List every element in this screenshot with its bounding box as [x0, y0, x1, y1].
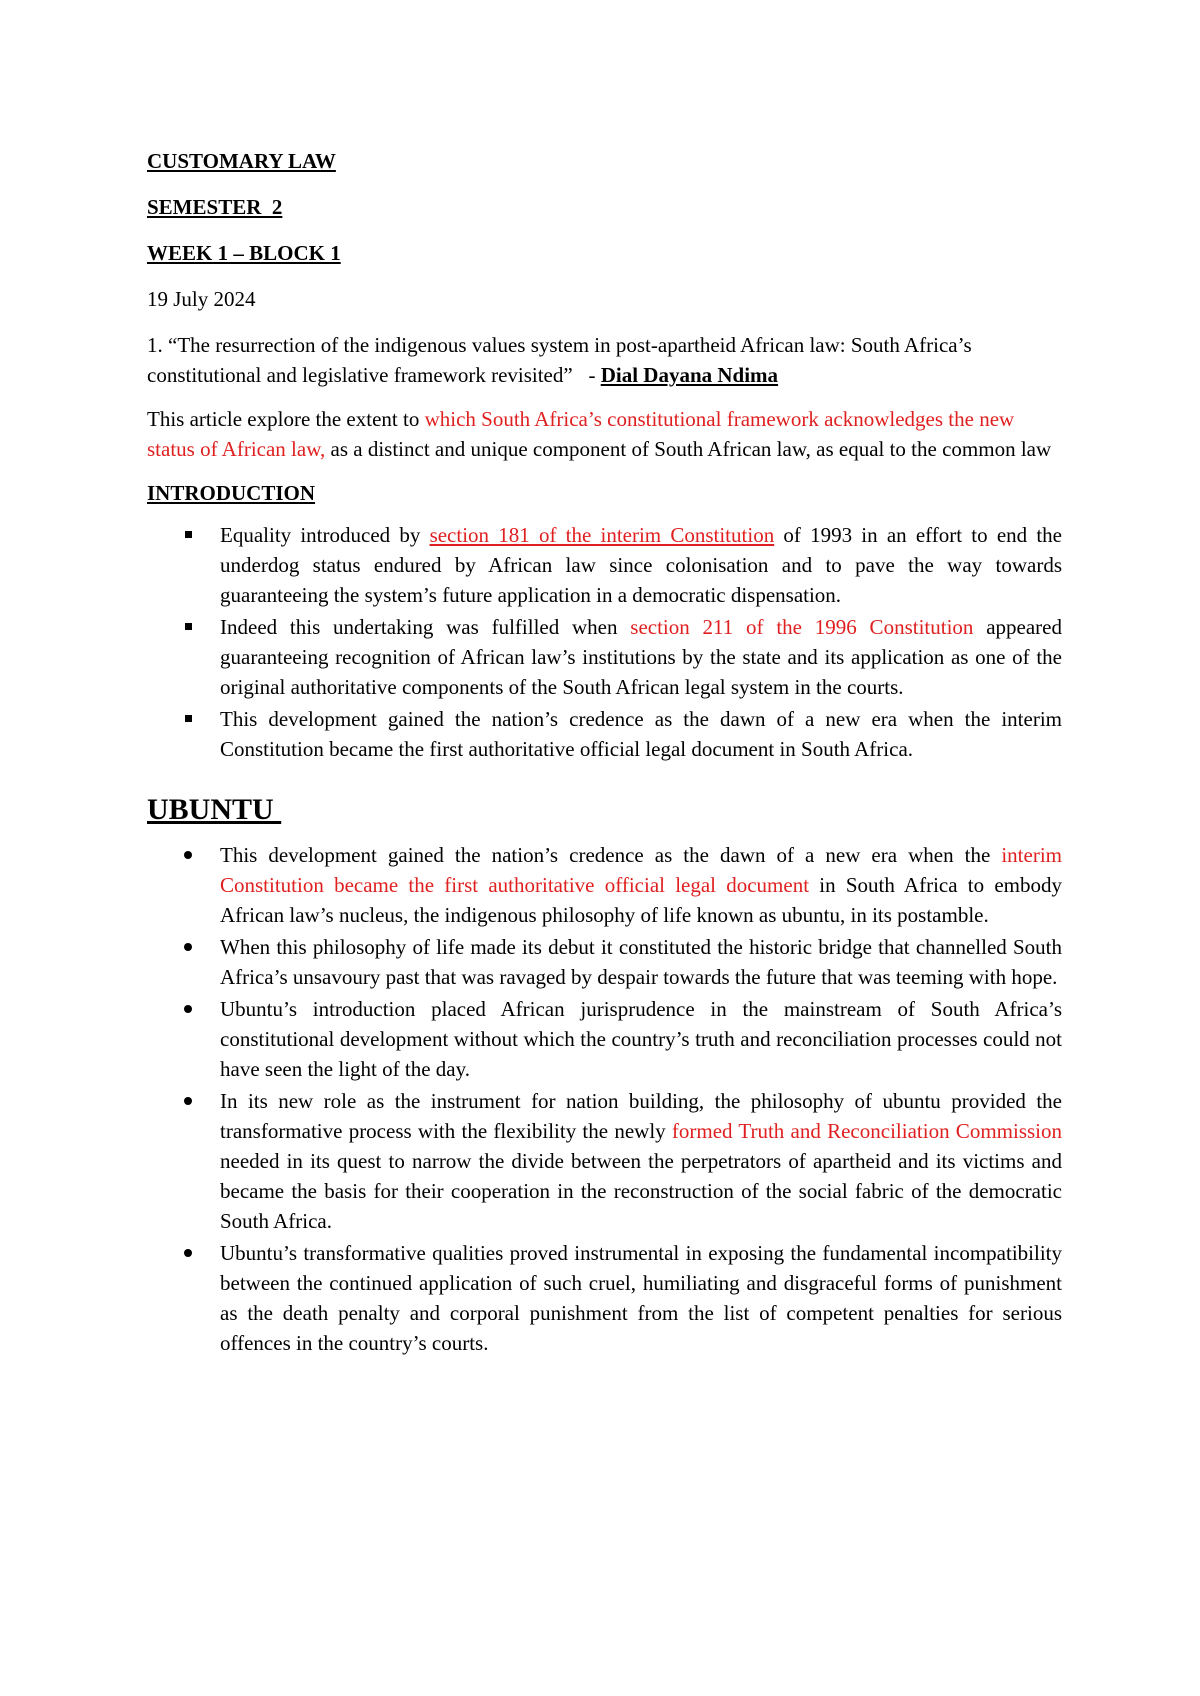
- summary-lead: This article explore the extent to: [147, 407, 425, 431]
- round-bullet-icon: [184, 1005, 192, 1013]
- item-text-continued: appeared guaranteeing recognition of African law’s institutions by the state and its application as one of the original authoritative components of the South African legal system in the courts.: [220, 615, 1062, 699]
- item-text-continued: needed in its quest to narrow the divide between the perpetrators of apartheid and its victims and became the basis for their cooperation in the reconstruction of the social fabric of the democratic South Africa.: [220, 1149, 1062, 1233]
- item-highlight: formed Truth and Reconciliation Commission: [671, 1119, 1062, 1143]
- list-item: [147, 612, 1062, 702]
- introduction-list: [147, 520, 1062, 764]
- item-text: Indeed this undertaking was fulfilled when: [220, 615, 631, 639]
- item-text: This development gained the nation’s credence as the dawn of a new era when the: [220, 843, 1002, 867]
- round-bullet-icon: [184, 1249, 192, 1257]
- course-title: CUSTOMARY LAW: [147, 149, 336, 173]
- list-item: [147, 994, 1062, 1084]
- article-title: “The resurrection of the indigenous values system in post-apartheid African law: South Africa’s constitutional and legislative framework revisited”: [147, 333, 972, 387]
- list-item: [147, 1086, 1062, 1236]
- semester-label: SEMESTER 2: [147, 195, 283, 219]
- item-text-continued: of 1993 in an effort to end the underdog status endured by African law since colonisation and to pave the way towards guaranteeing the system’s future application in a democratic dispensation.: [220, 523, 1063, 607]
- square-bullet-icon: [185, 531, 192, 538]
- item-text: Equality introduced by: [220, 523, 430, 547]
- summary-rest: as a distinct and unique component of South African law, as equal to the common law: [325, 437, 1052, 461]
- item-highlight: section 181 of the interim Constitution: [429, 523, 775, 547]
- item-highlight: interim Constitution became the first authoritative official legal document: [220, 843, 1062, 897]
- summary-highlight: which South Africa’s constitutional framework acknowledges the new status of African law,: [147, 407, 1015, 461]
- list-item: [147, 704, 1062, 764]
- ubuntu-list: [147, 840, 1062, 1358]
- article-number: 1.: [147, 333, 163, 357]
- list-item: [147, 932, 1062, 992]
- item-text: Ubuntu’s transformative qualities proved instrumental in exposing the fundamental incompatibility between the continued application of such cruel, humiliating and disgraceful forms of punishment as the death penalty and corporal punishment from the list of competent penalties for serious offences in the country’s courts.: [220, 1241, 1062, 1355]
- item-text-continued: in South Africa to embody African law’s nucleus, the indigenous philosophy of life known as ubuntu, in its postamble.: [220, 873, 1063, 927]
- list-item: [147, 840, 1062, 930]
- square-bullet-icon: [185, 715, 192, 722]
- item-text: Ubuntu’s introduction placed African jurisprudence in the mainstream of South Africa’s constitutional development without which the country’s truth and reconciliation processes could not have seen the light of the day.: [220, 997, 1062, 1081]
- article-summary: [147, 404, 1062, 464]
- item-text: When this philosophy of life made its debut it constituted the historic bridge that channelled South Africa’s unsavoury past that was ravaged by despair towards the future that was teeming with hope.: [220, 935, 1062, 989]
- article-separator: -: [572, 363, 601, 387]
- week-block-label: WEEK 1 – BLOCK 1: [147, 241, 341, 265]
- round-bullet-icon: [184, 943, 192, 951]
- round-bullet-icon: [184, 851, 192, 859]
- article-reference: [147, 330, 1062, 390]
- square-bullet-icon: [185, 623, 192, 630]
- ubuntu-heading: UBUNTU: [147, 793, 282, 826]
- item-text: In its new role as the instrument for nation building, the philosophy of ubuntu provided the transformative process with the flexibility the newly: [220, 1089, 1062, 1143]
- item-text: This development gained the nation’s credence as the dawn of a new era when the interim Constitution became the first authoritative official legal document in South Africa.: [220, 707, 1062, 761]
- date-label: 19 July 2024: [147, 287, 256, 311]
- round-bullet-icon: [184, 1097, 192, 1105]
- list-item: [147, 520, 1062, 610]
- item-highlight: section 211 of the 1996 Constitution: [630, 615, 974, 639]
- list-item: [147, 1238, 1062, 1358]
- article-author: Dial Dayana Ndima: [600, 363, 779, 387]
- introduction-heading: INTRODUCTION: [147, 481, 316, 505]
